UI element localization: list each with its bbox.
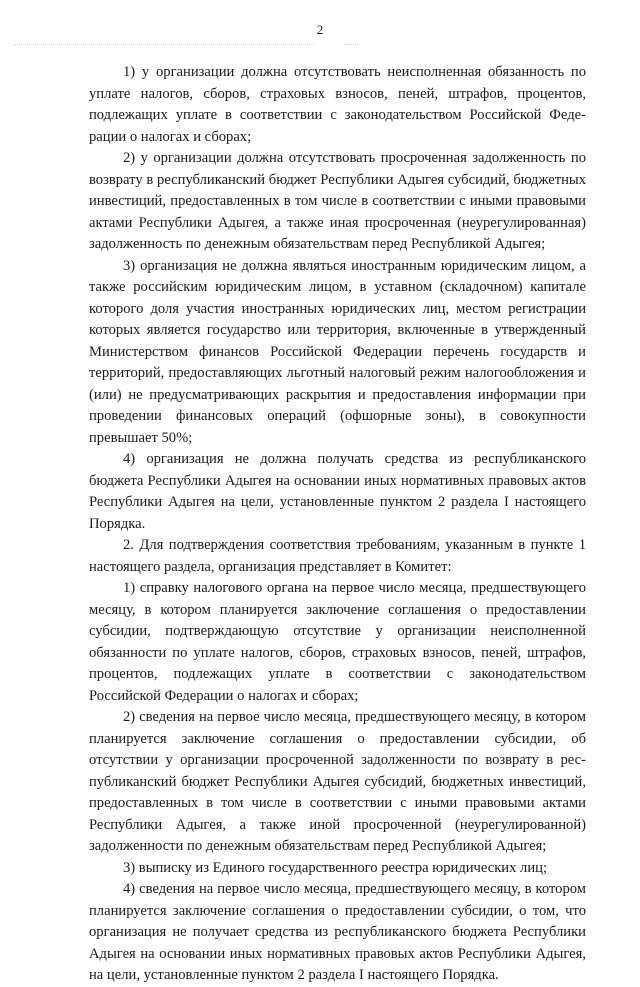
paragraph-requirement-3: 3) организация не должна являться иностранным юридическим лицом, а также российским юридическим лицом, в уставном (складочном) капитале которого доля участия иностранных юридических лиц, местом регистрации которых является государство или территория, включенные в утвержденный Министерством финансов Российской Федерации перечень государств и территорий, предоставляющих льготный налоговый режим налогообложения и (или) не предусматривающих раскрытия и предоставления информации при проведении финансовых операций (офшорные зоны), в совокупности превышает 50%; xyxy=(89,257,586,446)
page-number: 2 xyxy=(316,22,324,37)
scan-artifact-line xyxy=(14,44,314,46)
paragraph-document-3: 3) выписку из Единого государственного реестра юридических лиц; xyxy=(123,859,548,876)
paragraph-document-4: 4) сведения на первое число месяца, предшествующего месяцу, в котором планируется заключение соглашения о предоставлении субсидии, о том, что организация не получает средства из республиканского бюджета Республики Адыгея на основании иных нормативных правовых актов Республики Адыгея, на цели, установленные пунктом 2 раздела I настоящего Порядка. xyxy=(89,881,586,983)
paragraph-document-1: 1) справку налогового органа на первое число месяца, предшествующего месяцу, в котором планируется заключение соглашения о предоставлении субсидии, подтверждающую отсутствие у организации неисполненной обязанности по уплате налогов, сборов, страховых взносов, пеней, штрафов, процентов, подлежащих уплате в соответствии с законодательством Российской Федерации о налогах и сборах; xyxy=(89,580,586,704)
paragraph-requirement-4: 4) организация не должна получать средства из республиканского бюджета Республики Адыгея на основании иных нормативных правовых актов Республики Адыгея на цели, установленные пунктом 2 раздела I настоящего Порядка. xyxy=(89,451,586,532)
document-body xyxy=(89,62,586,987)
paragraph-document-2: 2) сведения на первое число месяца, предшествующего месяцу, в котором планируется заключение соглашения о предоставлении субсидии, об отсутствии у организации просроченной задолженности по возврату в республиканский бюджет Республики Адыгея субсидий, бюджетных инвестиций, предоставленных в том числе в соответствии с иными правовыми актами Республики Адыгея, а также иной просроченной (неурегулированной) задолженности по денежным обязательствам перед Республикой Адыгея; xyxy=(89,709,586,854)
paragraph-requirement-2: 2) у организации должна отсутствовать просроченная задолженность по возврату в республиканский бюджет Республики Адыгея субсидий, бюджетных инвестиций, предоставленных в том числе в соответствии с иными правовыми актами Республики Адыгея, а также иная просроченная (неурегулированная) задолженность по денежным обязательствам перед Республикой Адыгея; xyxy=(89,150,586,252)
paragraph-requirement-1: 1) у организации должна отсутствовать неисполненная обязанность по уплате налогов, сборов, страховых взносов, пеней, штрафов, процентов, подлежащих уплате в соответствии с законодательством Российской Федерации о налогах и сборах; xyxy=(89,64,586,145)
paragraph-section-2: 2. Для подтверждения соответствия требованиям, указанным в пункте 1 настоящего раздела, организация представляет в Комитет: xyxy=(89,537,586,575)
scan-artifact-line xyxy=(344,44,360,46)
